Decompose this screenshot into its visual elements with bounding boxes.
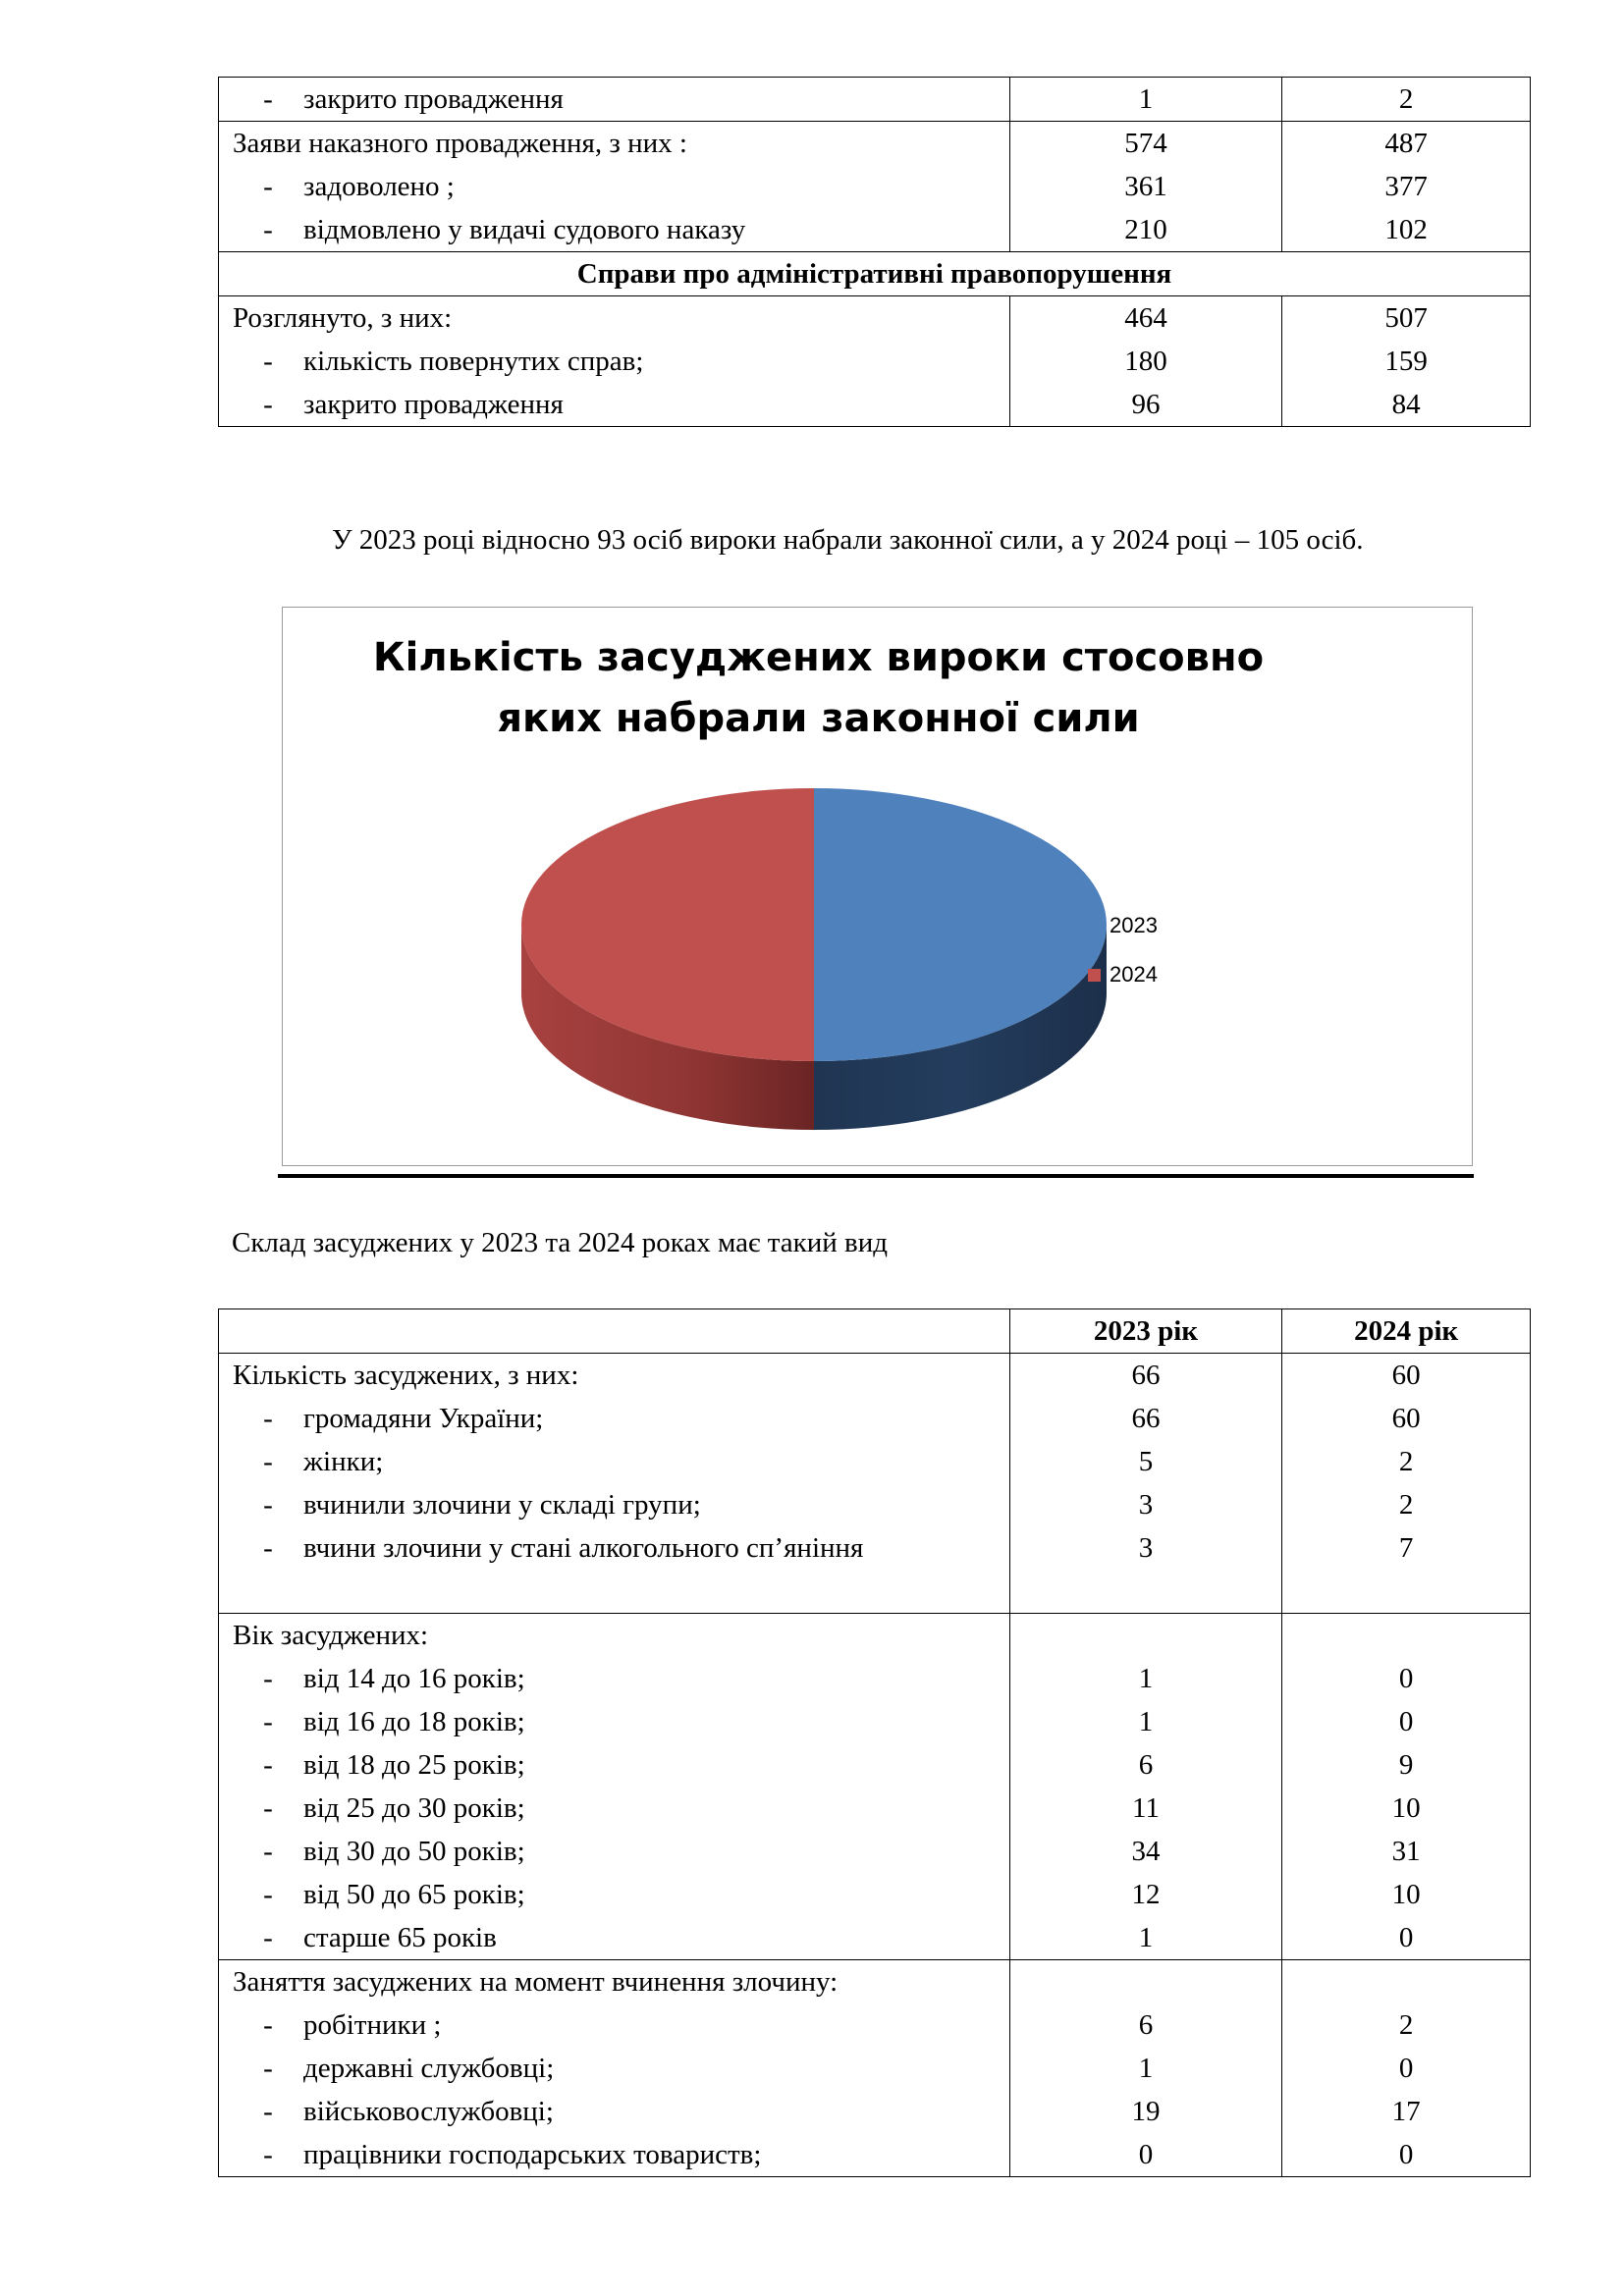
value-2024: 377 (1384, 171, 1428, 202)
value-2024: 487 (1384, 128, 1428, 159)
row-label: Заяви наказного провадження, з них : (233, 128, 687, 159)
row-label: закрито провадження (303, 83, 564, 115)
row-label: від 25 до 30 років; (303, 1792, 525, 1824)
value-2023: 34 (1131, 1836, 1161, 1867)
value-2024: 0 (1398, 1663, 1414, 1694)
value-2023: 210 (1124, 214, 1167, 245)
legend-item-2024 (1088, 950, 1158, 999)
legend-swatch-2023 (1088, 920, 1101, 933)
value-2023: 574 (1124, 128, 1167, 159)
value-2024: 2 (1398, 1446, 1414, 1477)
value-2023: 0 (1138, 2139, 1154, 2170)
header-empty (219, 1309, 1009, 1353)
convicts-composition-table (218, 1308, 1531, 2177)
value-2023: 1 (1138, 1922, 1154, 1953)
group-title: Заняття засуджених на момент вчинення злочину: (233, 1966, 839, 1998)
row-label: від 14 до 16 років; (303, 1663, 525, 1694)
table-row-group-occupation: Заняття засуджених на момент вчинення злочину: - робітники ; - державні службовці; - військовослужбовці; - працівники господарських товариств; 6 1 19 0 2 0 17 0 (219, 1960, 1531, 2177)
value-2023: 464 (1124, 302, 1167, 334)
value-2023: 6 (1138, 2009, 1154, 2041)
legend-item-2023 (1088, 901, 1158, 950)
value-2023: 5 (1138, 1446, 1154, 1477)
section-title: Справи про адміністративні правопорушення (576, 258, 1172, 290)
value-2023: 1 (1138, 1663, 1154, 1694)
value-2023: 180 (1124, 346, 1167, 377)
pie-chart-frame (282, 607, 1473, 1166)
table2-caption: Склад засуджених у 2023 та 2024 роках має такий вид (232, 1227, 888, 1258)
legend-label-2023: 2023 (1110, 913, 1158, 937)
row-label: від 16 до 18 років; (303, 1706, 525, 1737)
row-label: жінки; (303, 1446, 384, 1477)
header-2024: 2024 рік (1354, 1315, 1459, 1347)
value-2023: 361 (1124, 171, 1167, 202)
value-2023: 96 (1131, 389, 1161, 420)
row-label: робітники ; (303, 2009, 442, 2041)
court-cases-table (218, 77, 1531, 427)
value-2024: 2 (1398, 1489, 1414, 1521)
table-row-group-count: Кількість засуджених, з них: - громадяни України; - жінки; - вчинили злочини у складі групи; - вчини злочини у стані алкогольного сп’яніння 66 66 5 3 3 60 60 2 2 7 (219, 1354, 1531, 1614)
row-label: задоволено ; (303, 171, 455, 202)
row-label: вчинили злочини у складі групи; (303, 1489, 701, 1521)
paragraph-sentenced-summary: У 2023 році відносно 93 осіб вироки набрали законної сили, а у 2024 році – 105 осіб. (332, 524, 1364, 556)
row-label: військовослужбовці; (303, 2096, 554, 2127)
value-2023: 3 (1138, 1489, 1154, 1521)
row-label: Розглянуто, з них: (233, 302, 453, 334)
value-2023: 66 (1131, 1403, 1161, 1434)
value-2023: 6 (1138, 1749, 1154, 1781)
value-2024: 2 (1398, 2009, 1414, 2041)
value-2024: 10 (1391, 1792, 1421, 1824)
value-2024: 159 (1384, 346, 1428, 377)
section-header-row (219, 252, 1531, 296)
row-label: кількість повернутих справ; (303, 346, 644, 377)
chart-underline (278, 1174, 1474, 1178)
value-2024: 60 (1391, 1403, 1421, 1434)
value-2023: 3 (1138, 1532, 1154, 1564)
value-2023: 12 (1131, 1879, 1161, 1910)
value-2024: 507 (1384, 302, 1428, 334)
row-label: вчини злочини у стані алкогольного сп’яніння (303, 1532, 864, 1564)
value-2024: 9 (1398, 1749, 1414, 1781)
value-2023: 19 (1131, 2096, 1161, 2127)
value-2023: 66 (1131, 1360, 1161, 1391)
value-2024: 7 (1398, 1532, 1414, 1564)
value-2024: 0 (1398, 1706, 1414, 1737)
chart-title (283, 627, 1354, 749)
chart-title-line-1: Кількість засуджених вироки стосовно (372, 635, 1265, 680)
value-2023: 11 (1132, 1792, 1160, 1824)
table-row: Розглянуто, з них: - кількість повернутих справ; - закрито провадження 464 180 96 507 159 84 (219, 296, 1531, 427)
row-label: старше 65 років (303, 1922, 497, 1953)
row-label: працівники господарських товариств; (303, 2139, 762, 2170)
row-label: від 50 до 65 років; (303, 1879, 525, 1910)
value-2024: 102 (1384, 214, 1428, 245)
value-2024: 84 (1391, 389, 1421, 420)
table-header-row (219, 1309, 1531, 1354)
value-2024: 60 (1391, 1360, 1421, 1391)
value-2024: 10 (1391, 1879, 1421, 1910)
row-label: державні службовці; (303, 2053, 555, 2084)
value-2023: 1 (1138, 1706, 1154, 1737)
group-title: Вік засуджених: (233, 1620, 429, 1651)
table-row: Заяви наказного провадження, з них : - задоволено ; - відмовлено у видачі судового наказу 574 361 210 487 377 102 (219, 122, 1531, 252)
chart-title-line-2: яких набрали законної сили (497, 696, 1140, 741)
value-2024: 0 (1398, 2053, 1414, 2084)
row-label: закрито провадження (303, 389, 564, 420)
group-title: Кількість засуджених, з них: (233, 1360, 579, 1391)
legend-swatch-2024 (1088, 969, 1101, 982)
header-2023: 2023 рік (1093, 1315, 1199, 1347)
table-row: - закрито провадження 1 2 (219, 78, 1531, 122)
row-label: від 18 до 25 років; (303, 1749, 525, 1781)
value-2024: 31 (1391, 1836, 1421, 1867)
value-2024: 0 (1398, 1922, 1414, 1953)
value-2024: 2 (1398, 83, 1414, 115)
table-row-group-age: Вік засуджених: - від 14 до 16 років; - від 16 до 18 років; - від 18 до 25 років; - від 25 до 30 років; - від 30 до 50 років; - від 50 до 65 років; - старше 65 років 1 1 6 11 34 12 1 0 0 9 10 31 10 0 (219, 1614, 1531, 1960)
value-2024: 0 (1398, 2139, 1414, 2170)
value-2023: 1 (1138, 2053, 1154, 2084)
legend-label-2024: 2024 (1110, 962, 1158, 987)
row-label: відмовлено у видачі судового наказу (303, 214, 746, 245)
row-label: від 30 до 50 років; (303, 1836, 525, 1867)
value-2024: 17 (1391, 2096, 1421, 2127)
chart-legend (1088, 901, 1158, 999)
value-2023: 1 (1138, 83, 1154, 115)
row-label: громадяни України; (303, 1403, 544, 1434)
